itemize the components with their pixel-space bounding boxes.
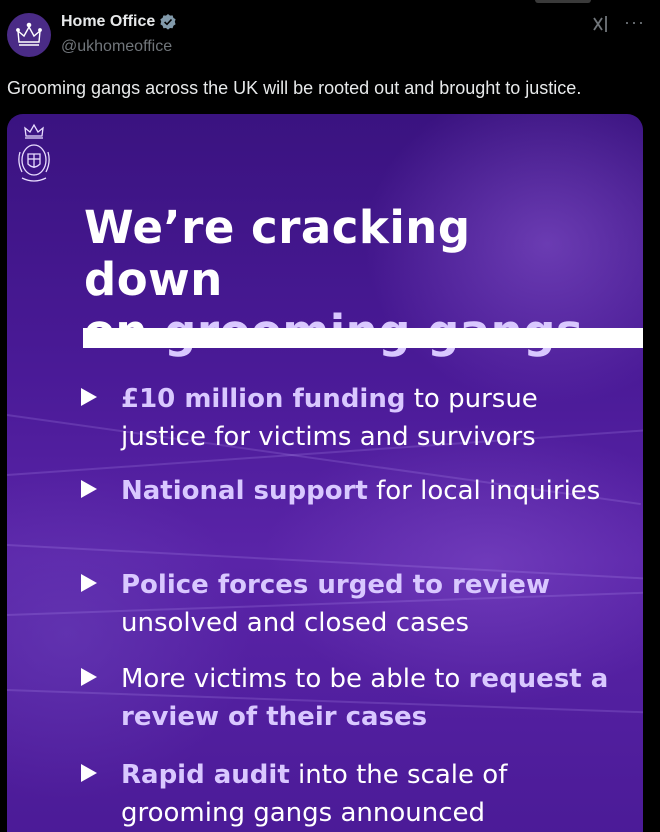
bullet-rest: unsolved and closed cases [121, 608, 470, 638]
more-icon[interactable]: ··· [624, 12, 645, 32]
account-name[interactable]: Home Office [61, 13, 156, 30]
triangle-bullet-icon [81, 388, 97, 406]
verified-badge-icon[interactable] [159, 13, 177, 31]
bullet-text [121, 756, 621, 832]
top-scroll-indicator [535, 0, 591, 3]
royal-crest-icon [17, 122, 51, 188]
account-name-row [61, 13, 177, 31]
bullet-plain: More victims to be able to [121, 664, 469, 694]
grok-icon[interactable] [590, 13, 612, 35]
headline-divider [83, 328, 643, 348]
bullet-rest: to pursue justice for victims and survivors [121, 384, 538, 452]
bullet-highlight: request a review of their cases [121, 664, 609, 732]
bullet-text [121, 660, 621, 736]
bullet-text [121, 380, 621, 456]
bullet-rest: into the scale of grooming gangs announced [121, 760, 508, 828]
crown-icon [15, 22, 43, 48]
triangle-bullet-icon [81, 480, 97, 498]
bullet-highlight: National support [121, 476, 368, 506]
triangle-bullet-icon [81, 574, 97, 592]
avatar[interactable] [7, 13, 51, 57]
bullet-rest: for local inquiries [367, 476, 601, 506]
bullet-text [121, 472, 621, 510]
bullet-highlight: £10 million funding [121, 384, 406, 414]
headline-line-1: We’re cracking down [84, 201, 471, 306]
tweet-text: Grooming gangs across the UK will be rooted out and brought to justice. [7, 78, 582, 98]
triangle-bullet-icon [81, 668, 97, 686]
bullet-highlight: Police forces urged to review [121, 570, 550, 600]
bullet-highlight: Rapid audit [121, 760, 290, 790]
account-handle[interactable]: @ukhomeoffice [61, 38, 173, 55]
tweet-image[interactable] [7, 114, 643, 832]
triangle-bullet-icon [81, 764, 97, 782]
bullet-text [121, 566, 621, 642]
